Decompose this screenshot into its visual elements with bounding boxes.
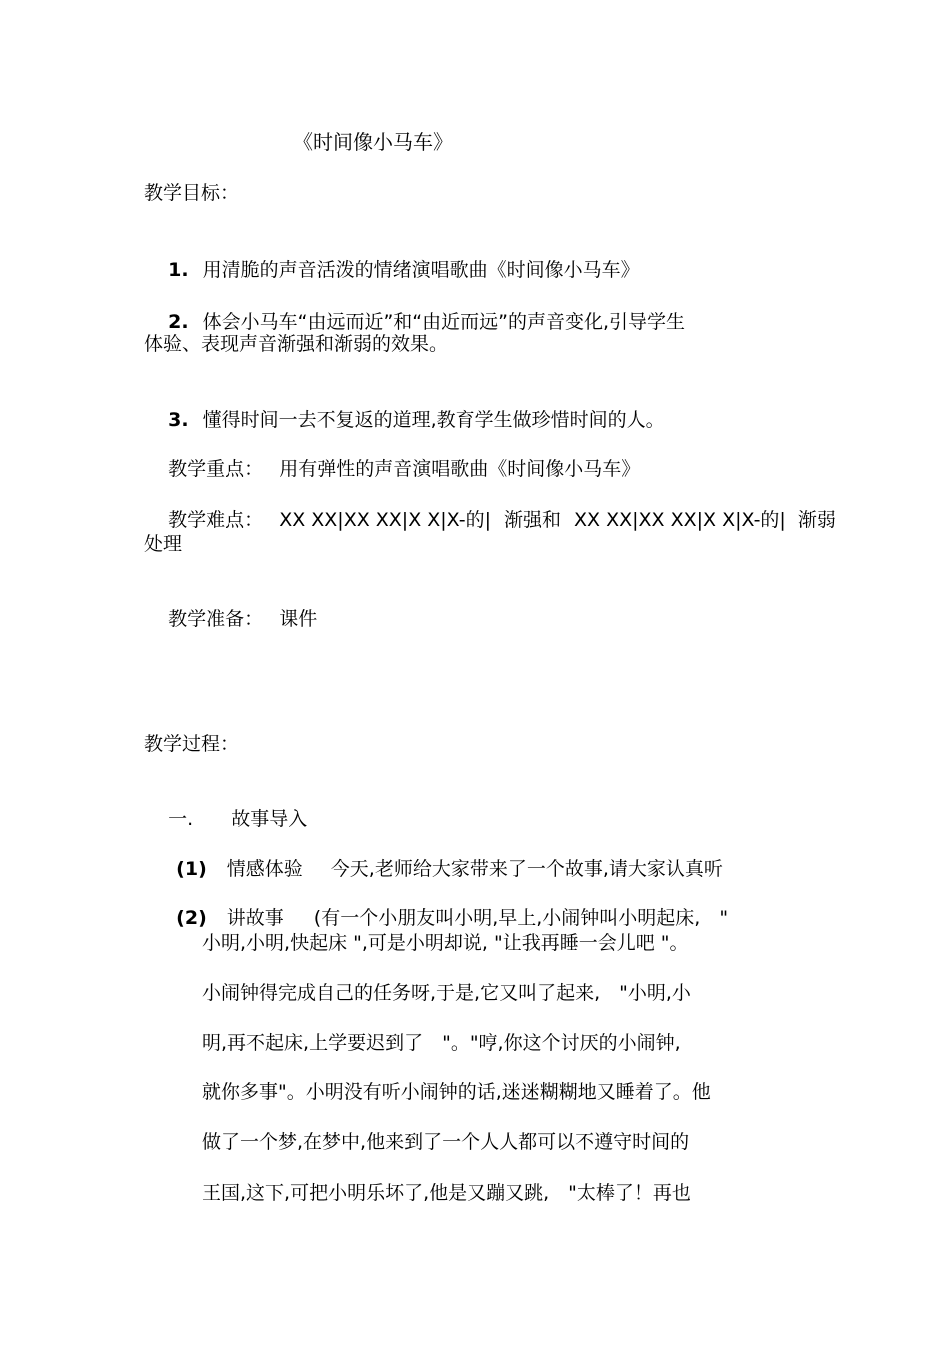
objective-item-2-continued: 体验、表现声音渐强和渐弱的效果。: [144, 333, 449, 355]
step-text: 今天,老师给大家带来了一个故事,请大家认真听: [330, 858, 723, 880]
step-number: (1): [176, 858, 207, 880]
story-line: 明,再不起床,上学要迟到了 "。"哼,你这个讨厌的小闹钟,: [202, 1032, 681, 1054]
step-label: 讲故事: [226, 907, 284, 929]
step-text: (有一个小朋友叫小明,早上,小闹钟叫小明起床, ": [313, 907, 729, 929]
objective-text: 体会小马车“由远而近”和“由近而远”的声音变化,引导学生: [202, 311, 686, 333]
difficulty-rhythm-1: XX XX|XX XX|X X|X-的|: [279, 509, 491, 531]
preparation-text: 课件: [279, 608, 318, 630]
step-number: (2): [176, 907, 207, 929]
document-title: 《时间像小马车》: [293, 130, 453, 154]
difficulty-label: 教学难点：: [168, 509, 264, 531]
objective-text: 懂得时间一去不复返的道理,教育学生做珍惜时间的人。: [202, 409, 665, 431]
objective-number: 1.: [168, 259, 189, 281]
process-heading: 教学过程：: [144, 733, 240, 755]
difficulty: [144, 481, 836, 559]
preparation: [144, 580, 317, 658]
difficulty-mid-text: 渐强和: [504, 509, 562, 531]
preparation-label: 教学准备：: [168, 608, 264, 630]
difficulty-continued: 处理: [144, 533, 183, 555]
step-label: 情感体验: [226, 858, 303, 880]
section-number: 一.: [168, 808, 194, 830]
story-line: 小闹钟得完成自己的任务呀,于是,它又叫了起来, "小明,小: [202, 982, 691, 1004]
key-point-label: 教学重点：: [168, 458, 264, 480]
objective-number: 3.: [168, 409, 189, 431]
difficulty-rhythm-2: XX XX|XX XX|X X|X-的|: [574, 509, 786, 531]
key-point-text: 用有弹性的声音演唱歌曲《时间像小马车》: [279, 458, 641, 480]
objectives-heading: 教学目标：: [144, 182, 240, 204]
story-line: 做了一个梦,在梦中,他来到了一个人人都可以不遵守时间的: [202, 1131, 690, 1153]
story-line: 王国,这下,可把小明乐坏了,他是又蹦又跳, "太棒了！再也: [202, 1182, 691, 1204]
objective-text: 用清脆的声音活泼的情绪演唱歌曲《时间像小马车》: [202, 259, 640, 281]
difficulty-end-text: 渐弱: [797, 509, 836, 531]
section-title: 故事导入: [231, 808, 308, 830]
objective-number: 2.: [168, 311, 189, 333]
story-line: 就你多事"。小明没有听小闹钟的话,迷迷糊糊地又睡着了。他: [202, 1081, 711, 1103]
story-line: 小明,小明,快起床 ",可是小明却说, "让我再睡一会儿吧 "。: [202, 932, 689, 954]
